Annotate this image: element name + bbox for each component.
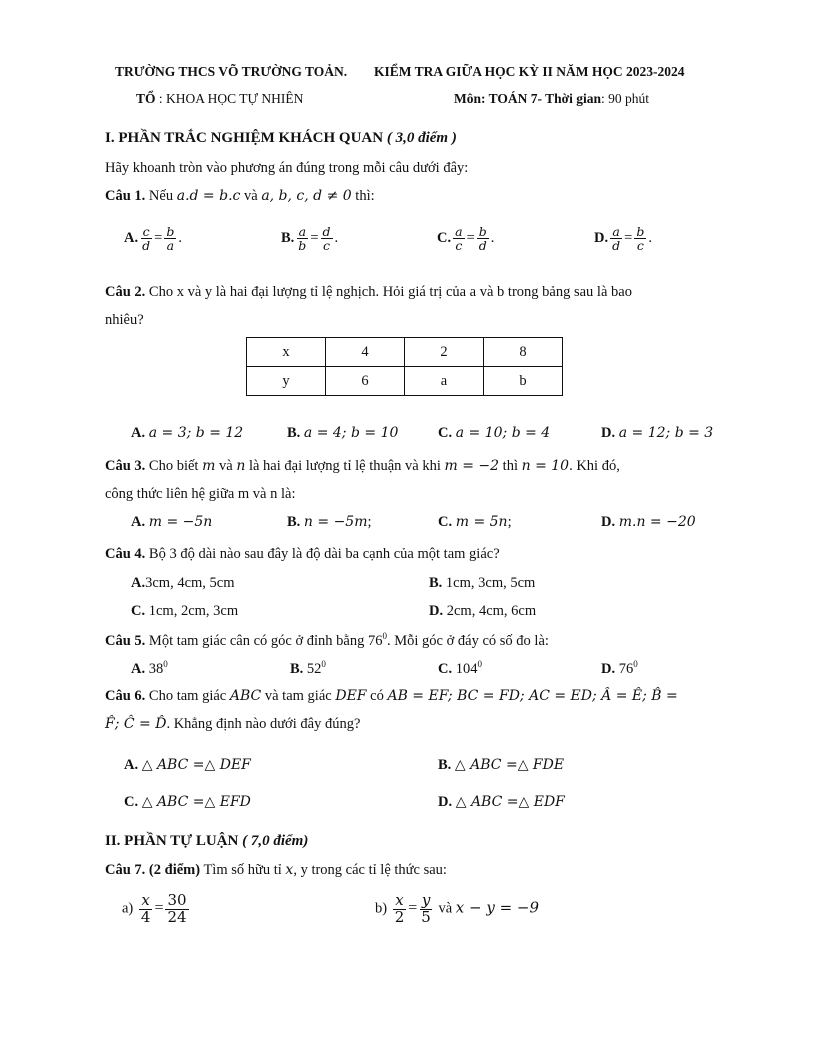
table-cell: 2 <box>405 338 484 367</box>
question-2: Câu 2. Cho x và y là hai đại lượng tỉ lệ nghịch. Hỏi giá trị của a và b trong bảng sau là bao <box>105 284 632 300</box>
q5-option-c[interactable]: C. $104^0$ <box>438 659 482 677</box>
table-row <box>247 367 563 396</box>
q5-option-a[interactable]: A. $38^0$ <box>131 659 168 677</box>
question-6: Câu 6. Cho tam giác ABC và tam giác DEF có AB = EF; BC = FD; AC = ED; Â = Ê; B̂ = <box>105 688 678 704</box>
part2-heading: II. PHẦN TỰ LUẬN ( 7,0 điểm) <box>105 833 309 849</box>
q1-option-c[interactable]: C. $\frac{a}{c}$ = $\frac{b}{d}$ . <box>437 224 495 254</box>
question-3: Câu 3. Cho biết m và n là hai đại lượng tỉ lệ thuận và khi m = −2 thì n = 10. Khi đó, <box>105 458 620 474</box>
q2-option-a[interactable]: A. a = 3; b = 12 <box>131 425 244 441</box>
q4-option-a[interactable]: A.3cm, 4cm, 5cm <box>131 575 235 591</box>
table-cell: y <box>247 367 326 396</box>
q6-option-b[interactable]: B. △ ABC =△ FDE <box>438 757 565 773</box>
table-cell: a <box>405 367 484 396</box>
q2-option-d[interactable]: D. a = 12; b = 3 <box>601 425 714 441</box>
q4-option-c[interactable]: C. 1cm, 2cm, 3cm <box>131 603 239 619</box>
table-cell: 6 <box>326 367 405 396</box>
exam-title: KIỂM TRA GIỮA HỌC KỲ II NĂM HỌC 2023-2024 <box>374 64 685 79</box>
q1-option-a[interactable]: A. $\frac{c}{d}$ = $\frac{b}{a}$ . <box>124 224 182 254</box>
question-6-cont: F̂; Ĉ = D̂. Khẳng định nào dưới đây đúng? <box>105 716 361 732</box>
part1-heading: I. PHẦN TRẮC NGHIỆM KHÁCH QUAN ( 3,0 điểm ) <box>105 130 457 146</box>
q5-option-b[interactable]: B. $52^0$ <box>290 659 326 677</box>
table-cell: b <box>484 367 563 396</box>
subject-duration: Môn: TOÁN 7- Thời gian: 90 phút <box>454 91 650 106</box>
q3-option-c[interactable]: C. m = 5n; <box>438 514 512 530</box>
q3-option-d[interactable]: D. m.n = −20 <box>601 514 696 530</box>
question-4: Câu 4. Bộ 3 độ dài nào sau đây là độ dài ba cạnh của một tam giác? <box>105 546 500 562</box>
question-3-cont: công thức liên hệ giữa m và n là: <box>105 486 296 502</box>
q5-option-d[interactable]: D. $76^0$ <box>601 659 638 677</box>
q4-option-d[interactable]: D. 2cm, 4cm, 6cm <box>429 603 537 619</box>
q4-option-b[interactable]: B. 1cm, 3cm, 5cm <box>429 575 536 591</box>
q3-option-b[interactable]: B. n = −5m; <box>287 514 372 530</box>
department: TỔ : KHOA HỌC TỰ NHIÊN <box>136 91 304 106</box>
q7-part-a: a) $\frac{x}{4}$ = $\frac{30}{24}$ <box>122 891 187 926</box>
q2-table <box>246 337 563 396</box>
school-name: TRƯỜNG THCS VÕ TRƯỜNG TOẢN. <box>115 64 348 79</box>
q3-option-a[interactable]: A. m = −5n <box>131 514 213 530</box>
table-row <box>247 338 563 367</box>
q7-part-b: b) $\frac{x}{2}$ = $\frac{y}{5}$ và x − y = −9 <box>375 891 540 926</box>
q2-option-b[interactable]: B. a = 4; b = 10 <box>287 425 399 441</box>
part1-instruction: Hãy khoanh tròn vào phương án đúng trong mỗi câu dưới đây: <box>105 160 469 176</box>
q1-option-b[interactable]: B. $\frac{a}{b}$ = $\frac{d}{c}$ . <box>281 224 339 254</box>
table-cell: 4 <box>326 338 405 367</box>
q6-option-c[interactable]: C. △ ABC =△ EFD <box>124 794 251 810</box>
table-cell: x <box>247 338 326 367</box>
question-5: Câu 5. Một tam giác cân có góc ở đỉnh bằng $76^0$. Mỗi góc ở đáy có số đo là: <box>105 631 549 649</box>
q6-option-d[interactable]: D. △ ABC =△ EDF <box>438 794 565 810</box>
question-1: Câu 1. Nếu a.d = b.c và a, b, c, d ≠ 0 thì: <box>105 188 375 204</box>
question-2-cont: nhiêu? <box>105 312 144 328</box>
q2-option-c[interactable]: C. a = 10; b = 4 <box>438 425 551 441</box>
q1-option-d[interactable]: D. $\frac{a}{d}$ = $\frac{b}{c}$ . <box>594 224 652 254</box>
q6-option-a[interactable]: A. △ ABC =△ DEF <box>124 757 251 773</box>
question-7: Câu 7. (2 điểm) Tìm số hữu tỉ x, y trong các tỉ lệ thức sau: <box>105 862 447 878</box>
table-cell: 8 <box>484 338 563 367</box>
